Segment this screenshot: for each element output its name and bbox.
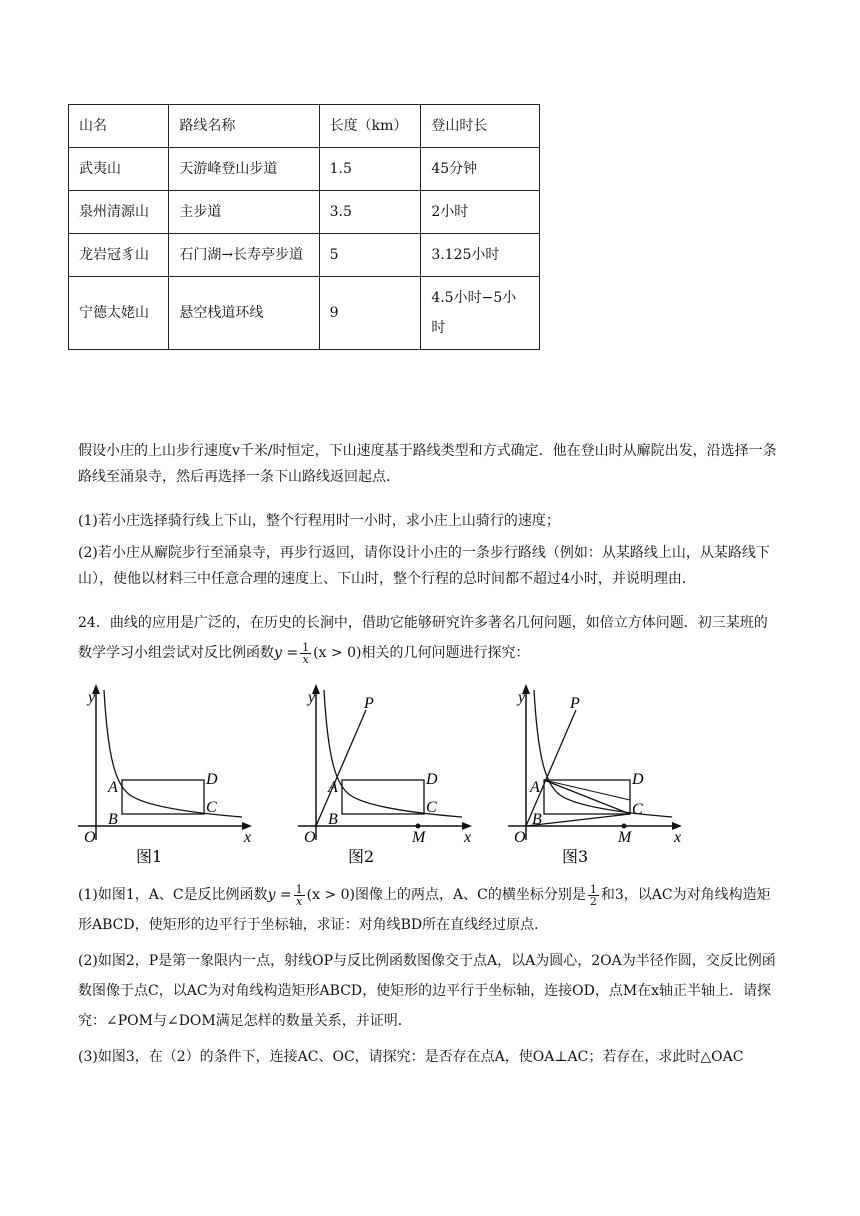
- figure-2: [290, 680, 490, 870]
- label-p: P: [364, 695, 374, 712]
- label-b: B: [328, 811, 338, 828]
- label-c: C: [632, 801, 643, 818]
- problem-24-intro: [78, 608, 780, 668]
- table-cell: 天游峰登山步道: [169, 148, 319, 191]
- table-row: [69, 191, 540, 234]
- subquestion-1-text-mid: 图像上的两点，A、C的横坐标分别是: [355, 887, 586, 903]
- header-cell: 长度（km）: [319, 105, 421, 148]
- table-cell: 1.5: [319, 148, 421, 191]
- label-m: M: [412, 829, 426, 846]
- fraction-one-half: [588, 884, 599, 907]
- table-cell: 石门湖→长寿亭步道: [169, 234, 319, 277]
- label-o: O: [514, 829, 526, 846]
- table-cell: 宁德太姥山: [69, 277, 169, 350]
- table-cell: 3.5: [319, 191, 421, 234]
- subquestion-2: (2)如图2，P是第一象限内一点，射线OP与反比例函数图像交于点A，以A为圆心，2OA为半径作圆，交反比例函数图像于点C，以AC为对角线构造矩形ABCD，使矩形的边平行于坐标轴，连接OD，点M在x轴正半轴上．请探究：∠POM与∠DOM满足怎样的数量关系，并证明．: [78, 953, 776, 1029]
- table-header-row: [69, 105, 540, 148]
- fraction-denominator: 2: [589, 894, 597, 908]
- subquestion-1-text-tail: 和3，以AC为对角线构造矩形ABCD，使矩形的边平行于坐标轴，求证：对角线BD所在直线经过原点．: [78, 887, 771, 933]
- label-x: x: [244, 829, 252, 846]
- table-cell: 45分钟: [421, 148, 540, 191]
- table-row: [69, 148, 540, 191]
- label-c: C: [206, 799, 217, 816]
- label-a: A: [328, 779, 338, 796]
- route-table: [68, 104, 540, 350]
- table-cell: 5: [319, 234, 421, 277]
- label-p: P: [570, 695, 580, 712]
- table-cell: 龙岩冠豸山: [69, 234, 169, 277]
- table-cell: 泉州清源山: [69, 191, 169, 234]
- label-y: y: [518, 689, 526, 706]
- figure-2-caption: 图2: [348, 847, 375, 866]
- label-c: C: [426, 799, 437, 816]
- fraction-denominator: x: [302, 652, 309, 666]
- label-d: D: [426, 771, 438, 788]
- label-y: y: [88, 689, 96, 706]
- fraction-numerator: 1: [302, 640, 310, 654]
- problem-24-text-tail: 相关的几何问题进行探究：: [361, 645, 530, 661]
- formula-y: y =: [274, 645, 299, 661]
- ray-op: [526, 710, 576, 826]
- fraction-denominator: x: [296, 894, 303, 908]
- hyperbola-curve: [534, 690, 672, 817]
- label-d: D: [632, 771, 644, 788]
- question-1: (1)若小庄选择骑行线上下山，整个行程用时一小时，求小庄上山骑行的速度；: [78, 513, 560, 529]
- question-2: (2)若小庄从廨院步行至涌泉寺，再步行返回，请你设计小庄的一条步行路线（例如：从某路线上山，从某路线下山），使他以材料三中任意合理的速度上、下山时，整个行程的总时间都不超过4小时，并说明理由．: [78, 545, 770, 587]
- label-o: O: [84, 829, 96, 846]
- subquestion-1-text: (1)如图1，A、C是反比例函数: [78, 887, 268, 903]
- formula-y: y =: [267, 887, 292, 903]
- label-a: A: [108, 779, 118, 796]
- label-o: O: [304, 829, 316, 846]
- table-row: [69, 234, 540, 277]
- subquestion-3: (3)如图3，在（2）的条件下，连接AC、OC，请探究：是否存在点A，使OA⊥AC；若存在，求此时△OAC: [78, 1049, 744, 1065]
- point-m: [416, 824, 421, 829]
- fraction-1-over-x: [294, 884, 305, 907]
- point-m: [622, 824, 627, 829]
- label-b: B: [532, 811, 542, 828]
- problem-24-text: 24．曲线的应用是广泛的，在历史的长涧中，借助它能够研究许多著名几何问题，如倍立方体问题．初三某班的数学学习小组尝试对反比例函数: [78, 615, 768, 661]
- hyperbola-curve: [324, 690, 462, 817]
- label-b: B: [108, 811, 118, 828]
- header-cell: 山名: [69, 105, 169, 148]
- label-y: y: [308, 689, 316, 706]
- table-cell: 4.5小时−5小时: [421, 277, 540, 350]
- table-row: [69, 277, 540, 350]
- intro-paragraph: 假设小庄的上山步行速度v千米/时恒定，下山速度基于路线类型和方式确定．他在登山时从廨院出发，沿选择一条路线至涌泉寺，然后再选择一条下山路线返回起点．: [78, 443, 777, 485]
- fraction-numerator: 1: [589, 882, 597, 896]
- label-d: D: [206, 771, 218, 788]
- label-x: x: [464, 829, 472, 846]
- table-cell: 武夷山: [69, 148, 169, 191]
- header-cell: 登山时长: [421, 105, 540, 148]
- hyperbola-curve: [104, 690, 242, 817]
- label-m: M: [618, 829, 632, 846]
- table-cell: 2小时: [421, 191, 540, 234]
- header-cell: 路线名称: [169, 105, 319, 148]
- fraction-numerator: 1: [295, 882, 303, 896]
- figure-3-caption: 图3: [562, 847, 589, 866]
- table-cell: 悬空栈道环线: [169, 277, 319, 350]
- label-x: x: [674, 829, 682, 846]
- table-cell: 9: [319, 277, 421, 350]
- figure-3: [500, 680, 700, 870]
- label-a: A: [530, 779, 540, 796]
- table-cell: 主步道: [169, 191, 319, 234]
- formula-condition: (x > 0): [313, 645, 362, 661]
- ray-op: [316, 710, 366, 826]
- table-cell: 3.125小时: [421, 234, 540, 277]
- subquestion-1: [78, 880, 780, 940]
- formula-condition: (x > 0): [306, 887, 356, 903]
- fraction-1-over-x: [300, 642, 311, 665]
- figure-1: [70, 680, 270, 870]
- figure-1-caption: 图1: [136, 847, 163, 866]
